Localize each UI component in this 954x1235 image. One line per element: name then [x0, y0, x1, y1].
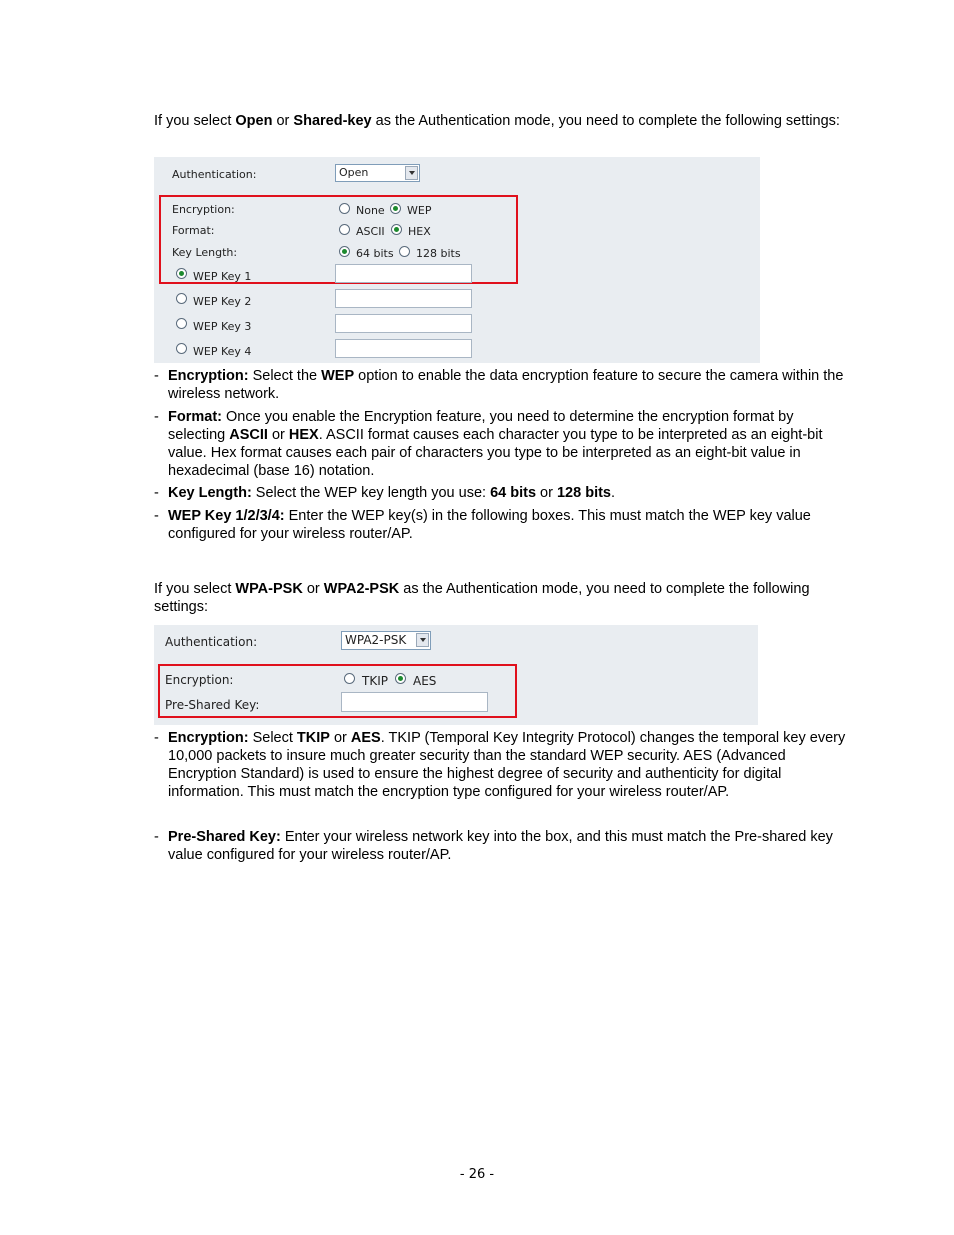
bullet-dash: - — [154, 829, 159, 845]
encryption-tkip-radio[interactable] — [344, 673, 355, 684]
authentication-select[interactable] — [335, 164, 420, 182]
authentication-label: Authentication: — [172, 168, 257, 181]
encryption-wep-label: WEP — [407, 204, 432, 217]
bullet-wep-key: WEP Key 1/2/3/4: Enter the WEP key(s) in the following boxes. This must match the WEP key value configured for your wireless router/AP. — [168, 508, 811, 542]
chevron-down-icon[interactable] — [405, 166, 418, 180]
wpa-settings-panel — [154, 625, 758, 725]
wep-key-2-radio[interactable] — [176, 293, 187, 304]
encryption-label: Encryption: — [172, 203, 235, 216]
wep-key-1-input[interactable] — [335, 264, 472, 283]
key-length-64-label: 64 bits — [356, 247, 394, 260]
wep-key-3-radio[interactable] — [176, 318, 187, 329]
encryption-aes-radio[interactable] — [395, 673, 406, 684]
wep-key-1-radio[interactable] — [176, 268, 187, 279]
bullet-dash: - — [154, 730, 159, 746]
wep-key-3-label: WEP Key 3 — [193, 320, 252, 333]
bullet-wpa-encryption: Encryption: Select TKIP or AES. TKIP (Temporal Key Integrity Protocol) changes the temporal key every 10,000 packets to insure much greater security than the standard WEP security. AES (Advanced Encryption Standard) is used to ensure the highest degree of security and authenticity for digital information. This must match the encryption type configured for your wireless router/AP. — [168, 730, 846, 800]
bullet-dash: - — [154, 368, 159, 384]
encryption-none-radio[interactable] — [339, 203, 350, 214]
format-label: Format: — [172, 224, 215, 237]
authentication-select-value: WPA2-PSK — [345, 633, 407, 647]
wep-key-4-input[interactable] — [335, 339, 472, 358]
page-number: - 26 - — [459, 1167, 495, 1182]
authentication-select-value: Open — [339, 166, 369, 179]
bullet-pre-shared-key: Pre-Shared Key: Enter your wireless network key into the box, and this must match the Pre-shared key value configured for your wireless router/AP. — [168, 829, 833, 863]
format-ascii-radio[interactable] — [339, 224, 350, 235]
key-length-128-radio[interactable] — [399, 246, 410, 257]
pre-shared-key-input[interactable] — [341, 692, 488, 712]
format-ascii-label: ASCII — [356, 225, 385, 238]
bullet-encryption: Encryption: Select the WEP option to enable the data encryption feature to secure the camera within the wireless network. — [168, 368, 844, 402]
encryption-aes-label: AES — [413, 674, 437, 688]
key-length-label: Key Length: — [172, 246, 238, 259]
intro-paragraph-1: If you select Open or Shared-key as the Authentication mode, you need to complete the following settings: — [154, 113, 840, 129]
key-length-64-radio[interactable] — [339, 246, 350, 257]
wep-key-4-label: WEP Key 4 — [193, 345, 252, 358]
format-hex-radio[interactable] — [391, 224, 402, 235]
bullet-dash: - — [154, 409, 159, 425]
format-hex-label: HEX — [408, 225, 431, 238]
key-length-128-label: 128 bits — [416, 247, 461, 260]
bullet-format: Format: Once you enable the Encryption feature, you need to determine the encryption format by selecting ASCII or HEX. ASCII format causes each character you type to be interpreted as an eight-bit value. Hex format causes each pair of characters you type to be interpreted as an eight-bit value in hexadecimal (base 16) notation. — [168, 409, 823, 479]
wep-key-4-radio[interactable] — [176, 343, 187, 354]
bullet-key-length: Key Length: Select the WEP key length you use: 64 bits or 128 bits. — [168, 485, 616, 501]
authentication-label: Authentication: — [165, 635, 258, 649]
encryption-tkip-label: TKIP — [362, 674, 388, 688]
authentication-select[interactable] — [341, 631, 431, 650]
pre-shared-key-label: Pre-Shared Key: — [165, 698, 260, 712]
wep-key-3-input[interactable] — [335, 314, 472, 333]
bullet-dash: - — [154, 508, 159, 524]
chevron-down-icon[interactable] — [416, 633, 429, 647]
encryption-label: Encryption: — [165, 673, 234, 687]
encryption-wep-radio[interactable] — [390, 203, 401, 214]
bullet-dash: - — [154, 485, 159, 501]
intro-paragraph-2: If you select WPA-PSK or WPA2-PSK as the Authentication mode, you need to complete the following settings: — [154, 581, 810, 615]
encryption-none-label: None — [356, 204, 385, 217]
wep-key-2-input[interactable] — [335, 289, 472, 308]
wep-key-2-label: WEP Key 2 — [193, 295, 252, 308]
wep-settings-panel — [154, 157, 760, 363]
wep-key-1-label: WEP Key 1 — [193, 270, 252, 283]
